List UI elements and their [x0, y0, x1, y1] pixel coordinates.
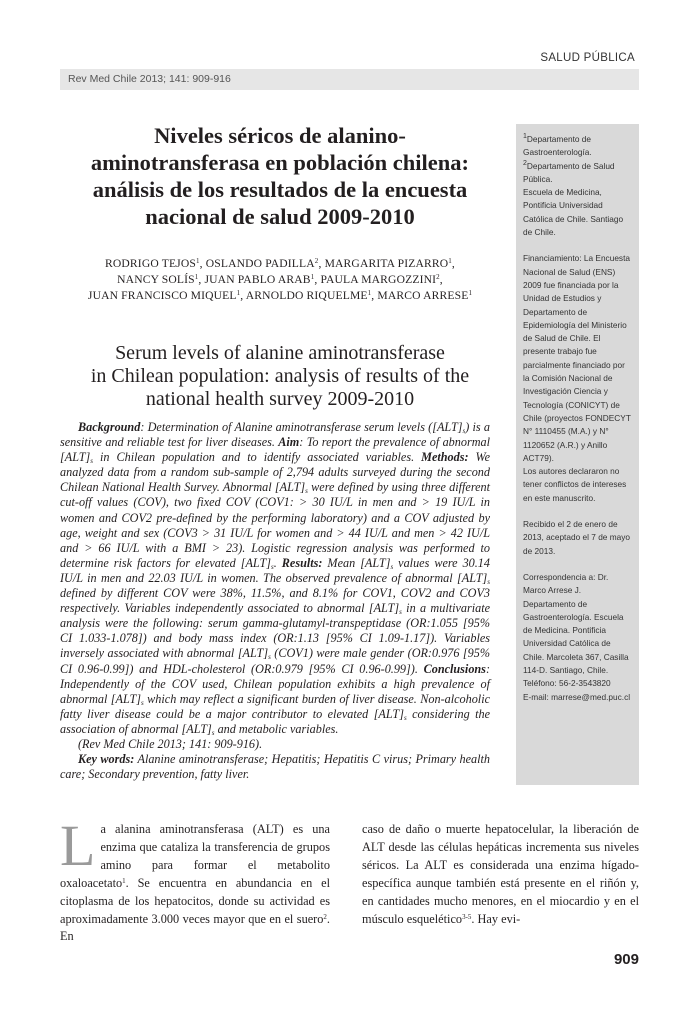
- background-label: Background: [78, 420, 141, 434]
- author-separator: ,: [314, 273, 321, 286]
- section-label: SALUD PÚBLICA: [540, 52, 635, 64]
- email-link[interactable]: E-mail: marrese@med.puc.cl: [523, 691, 631, 702]
- abstract-text: and metabolic variables.: [214, 721, 339, 736]
- subscript: s: [270, 562, 274, 571]
- abstract-text: considering the association of abnormal [ALT]: [60, 706, 490, 736]
- reference: 1: [122, 876, 126, 885]
- author-affiliation: 1: [194, 273, 199, 281]
- subscript: s: [487, 577, 490, 586]
- body-text: . Hay evi-: [471, 911, 521, 926]
- funding-note: Financiamiento: La Encuesta Nacional de Salud (ENS) 2009 fue financiada por la Unidad de Estudios y Departamento de Epidemiología del Ministerio de Salud de Chile. El presente trabajo fue parcialmente financiado por la Comisión Nacional de Investigación Ciencia y Tecnología (CONICYT) de Chile (proyectos FONDECYT N° 1110455 (M.A.) y N° 1120652 (A.R.) y Anillo ACT79).: [523, 253, 631, 463]
- title-line: nacional de salud 2009-2010: [145, 204, 415, 229]
- title-line: análisis de los resultados de la encuesta: [92, 177, 468, 202]
- affiliation-2: [523, 160, 633, 187]
- author-affiliation: 1: [195, 257, 200, 265]
- abstract-paragraph: [60, 420, 490, 737]
- subscript: s: [141, 698, 144, 707]
- author-separator: ,: [199, 257, 206, 270]
- abstract-text: values were 30.14 IU/L in men and 22.03 IU/L in women. The observed prevalence of abnormal [ALT]: [60, 555, 490, 585]
- body-text: . Se encuentra en abundancia en el citoplasma de los hepatocitos, donde su actividad es aproximadamente 3.000 veces mayor que en el suero: [60, 875, 330, 926]
- subscript: s: [305, 487, 308, 496]
- abstract-text: were defined by using three different cut-off values (COV), two fixed COV (COV1: > 30 IU/L in men and > 19 IU/L in women and COV2 pre-defined by the performing laboratory) and a COV adjusted by age, weight and sex (COV3 > 31 IU/L for women and > 44 IU/L and men > 42 IU/L and > 66 IU/L with a BMI > 23). Logistic regression analysis was performed to determine risk factors for elevated [ALT]: [60, 480, 491, 570]
- received-date: Recibido el 2 de enero de 2013, aceptado el 7 de mayo de 2013.: [523, 519, 631, 556]
- abstract-text: We analyzed data from a random sub-sample of 2,794 adults surveyed during the second Chilean National Health Survey. Abnormal [ALT]: [60, 450, 490, 495]
- affiliation-1: [523, 133, 633, 160]
- author-affiliation: 1: [448, 257, 452, 265]
- body-text: a alanina aminotransferasa (ALT) es una enzima que cataliza la transferencia de grupos amino para formar el metabolito oxaloacetato: [60, 822, 330, 890]
- keywords-text: Alanine aminotransferase; Hepatitis; Hepatitis C virus; Primary health care; Secondary prevention, fatty liver.: [60, 752, 490, 782]
- author-separator: ,: [240, 289, 246, 302]
- abstract-text: which may reflect a significant burden of liver disease. Non-alcoholic fatty liver disease could be a major contributor to elevated [ALT]: [60, 691, 490, 721]
- abstract-text: : Determination of Alanine aminotransferase serum levels ([ALT]: [140, 420, 463, 434]
- subscript: s: [390, 562, 394, 571]
- abstract-text: in Chilean population and to identify associated variables.: [92, 450, 422, 465]
- citation-bar: [60, 69, 639, 90]
- author-name: MARGARITA PIZARRO: [324, 257, 449, 270]
- aim-label: Aim: [278, 435, 300, 450]
- institution: Escuela de Medicina, Pontificia Universidad Católica de Chile. Santiago de Chile.: [523, 187, 624, 238]
- abstract-text: defined by different COV were 38%, 11.5%, and 8.1% for COV1, COV2 and COV3 respectively. Variables independently associated to abnormal [ALT]: [60, 586, 490, 616]
- author-list: [60, 256, 500, 304]
- author-name: JUAN FRANCISCO MIQUEL: [87, 289, 237, 302]
- results-label: Results:: [281, 555, 323, 570]
- abstract-text: : To report the prevalence of abnormal [ALT]: [60, 435, 490, 465]
- author-name: OSLANDO PADILLA: [205, 257, 315, 270]
- abstract-text: .: [273, 555, 282, 570]
- body-column-1: [60, 813, 330, 946]
- body-text: caso de daño o muerte hepatocelular, la liberación de ALT desde las células hepáticas incrementa sus niveles séricos. La ALT es considerada una enzima hígado-específica aunque también está presente en el riñón y, en cantidades mucho menores, en el miocardio y en el músculo esquelético: [362, 822, 639, 926]
- conflicts-note: Los autores declararon no tener conflictos de intereses en este manuscrito.: [523, 466, 627, 503]
- subscript: s: [403, 713, 407, 722]
- keywords-label: Key words:: [78, 752, 135, 767]
- abstract-citation: (Rev Med Chile 2013; 141: 909-916).: [78, 736, 263, 751]
- author-name: MARCO ARRESE: [377, 289, 469, 302]
- author-line: [60, 256, 500, 272]
- author-affiliation: 1: [468, 289, 473, 297]
- author-name: JUAN PABLO ARAB: [204, 273, 311, 286]
- conclusions-label: Conclusions: [423, 661, 486, 676]
- author-separator: ,: [318, 257, 325, 270]
- subscript: s: [90, 457, 93, 466]
- title-line: Niveles séricos de alanino-: [154, 123, 406, 148]
- author-affiliation: 2: [436, 273, 440, 281]
- dropcap: L: [60, 813, 96, 878]
- phone: Teléfono: 56-2-3543820: [523, 678, 611, 689]
- author-affiliation: 1: [310, 273, 315, 281]
- abstract-text: ) is a sensitive and reliable test for liver diseases.: [60, 420, 490, 450]
- author-name: ARNOLDO RIQUELME: [245, 289, 368, 302]
- author-separator: ,: [198, 273, 205, 286]
- title-line: aminotransferasa en población chilena:: [90, 150, 470, 175]
- sidebar-notes: [516, 124, 639, 785]
- subscript: s: [211, 728, 215, 737]
- affiliation-number: 2: [523, 159, 527, 167]
- abstract-text: in a multivariate analysis were the following: serum gamma-glutamyl-transpeptidase (OR:1.055 [95% CI 1.033-1.078]) and body mass index (OR:1.13 [95% CI 1.09-1.17]). Variables inversely associated with abnormal [ALT]: [60, 601, 490, 661]
- author-affiliation: 1: [236, 289, 241, 297]
- abstract-text: (COV1) were male gender (OR:0.976 [95% CI 0.96-0.99]) and HDL-cholesterol (OR:0.979 [95% CI 0.96-0.99]).: [60, 646, 490, 676]
- title-line: national health survey 2009-2010: [145, 388, 415, 410]
- author-separator: ,: [371, 289, 378, 302]
- abstract-text: Mean [ALT]: [322, 555, 391, 570]
- author-line: [60, 288, 500, 304]
- body-column-2: [362, 821, 639, 928]
- abstract: [60, 420, 490, 782]
- journal-citation: Rev Med Chile 2013; 141: 909-916: [68, 73, 231, 85]
- author-line: [60, 272, 500, 288]
- body-text: . En: [60, 911, 330, 944]
- subscript: s: [462, 427, 466, 435]
- author-affiliation: 2: [314, 257, 319, 265]
- abstract-text: : Independently of the COV used, Chilean population exhibits a high prevalence of abnormal [ALT]: [60, 661, 490, 706]
- methods-label: Methods:: [421, 450, 469, 465]
- author-name: PAULA MARGOZZINI: [320, 273, 437, 286]
- author-affiliation: 1: [367, 289, 372, 297]
- affiliation-text: Departamento de Gastroenterología.: [523, 134, 592, 158]
- title-line: Serum levels of alanine aminotransferase: [115, 342, 445, 364]
- article-title-es: [60, 122, 500, 230]
- author-name: RODRIGO TEJOS: [105, 257, 196, 270]
- subscript: s: [268, 653, 271, 662]
- reference: 3-5: [462, 912, 472, 921]
- reference: 2: [323, 912, 327, 921]
- article-title-en: [60, 342, 500, 411]
- title-line: in Chilean population: analysis of results of the: [90, 365, 470, 387]
- correspondence: Correspondencia a: Dr. Marco Arrese J. Departamento de Gastroenterología. Escuela de Medicina. Pontificia Universidad Católica de Chile. Marcoleta 367, Casilla 114-D. Santiago, Chile.: [523, 571, 629, 675]
- author-separator: ,: [451, 257, 455, 270]
- affiliation-text: Departamento de Salud Pública.: [523, 160, 615, 184]
- keywords: [60, 752, 490, 782]
- subscript: s: [399, 608, 402, 617]
- author-separator: ,: [439, 273, 443, 286]
- author-name: NANCY SOLÍS: [117, 273, 195, 286]
- page-number: 909: [613, 951, 639, 968]
- affiliation-number: 1: [523, 133, 527, 140]
